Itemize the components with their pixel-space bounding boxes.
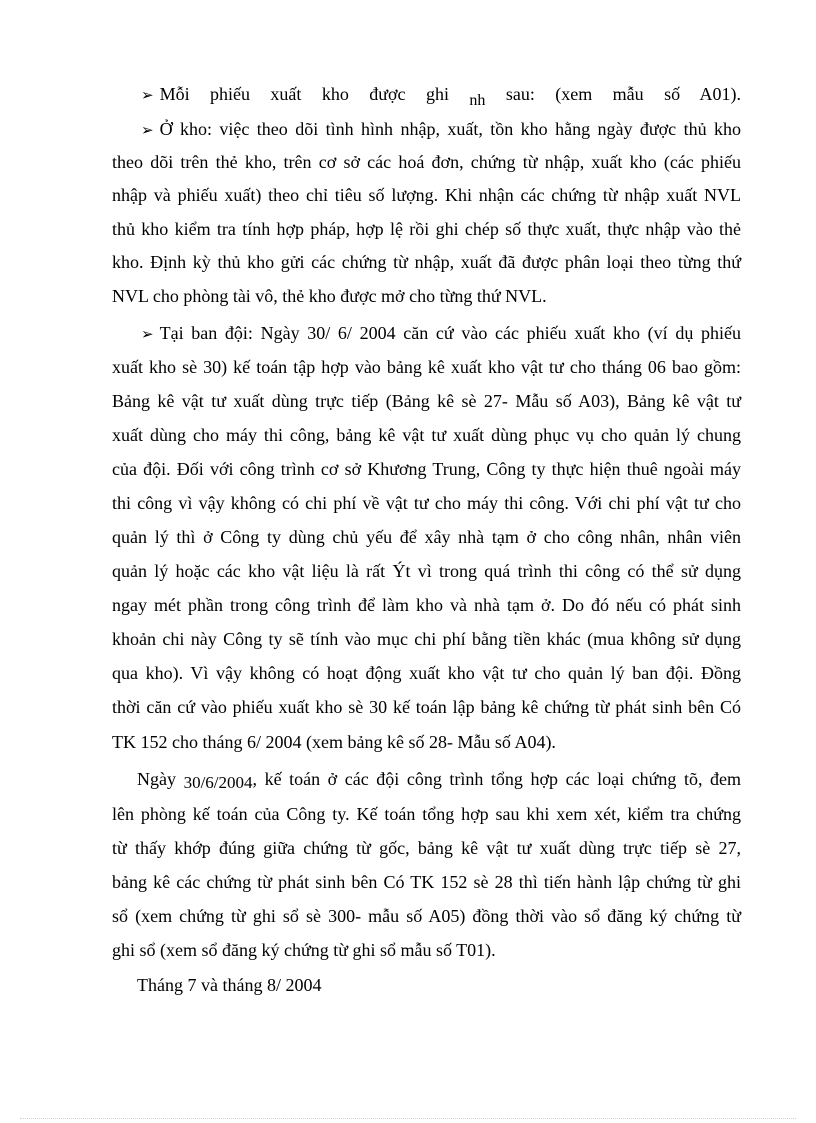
paragraph-3-line-7: quản lý thì ở Công ty dùng chủ yếu để xây nhà tạm ở cho công nhân, nhân viên [112, 527, 741, 547]
paragraph-3-line-4: xuất dùng cho máy thi công, bảng kê vật tư xuất dùng phục vụ cho quản lý chung [112, 425, 741, 445]
arrow-bullet-icon: ➢ [141, 121, 154, 139]
paragraph-1-text-b: sau: (xem mẫu số A01). [505, 84, 742, 104]
paragraph-3-line-3: Bảng kê vật tư xuất dùng trực tiếp (Bảng kê sè 27- Mẫu số A03), Bảng kê vật tư [112, 391, 741, 411]
paragraph-3-line-13: TK 152 cho tháng 6/ 2004 (xem bảng kê số 28- Mẫu số A04). [112, 732, 556, 752]
paragraph-3-text: Tại ban đội: Ngày 30/ 6/ 2004 căn cứ vào các phiếu xuất kho (ví dụ phiếu [159, 323, 741, 343]
paragraph-2-line-3: nhập và phiếu xuất) theo chỉ tiêu số lượng. Khi nhận các chứng từ nhập xuất NVL [112, 185, 741, 205]
paragraph-2-line-1 [141, 118, 741, 140]
paragraph-2-text: Ở kho: việc theo dõi tình hình nhập, xuất, tồn kho hằng ngày được thủ kho [159, 119, 741, 139]
paragraph-4-text-b: , kế toán ở các đội công trình tổng hợp các loại chứng tõ, đem [252, 769, 741, 789]
paragraph-3-line-6: thi công vì vậy không có chi phí về vật tư cho máy thi công. Với chi phí vật tư cho [112, 493, 741, 513]
paragraph-5-line: Tháng 7 và tháng 8/ 2004 [137, 975, 322, 995]
paragraph-4-text-a: Ngày [137, 769, 176, 789]
paragraph-4-date: 30/6/2004 [183, 773, 253, 792]
paragraph-1-line [141, 83, 742, 109]
paragraph-3-line-9: ngay mét phần trong công trình để làm kho và nhà tạm ở. Do đó nếu có phát sinh [112, 595, 741, 615]
arrow-bullet-icon: ➢ [141, 86, 154, 104]
paragraph-4-line-4: bảng kê các chứng từ phát sinh bên Có TK 152 sè 28 thì tiến hành lập chứng từ ghi [112, 872, 741, 892]
paragraph-3-line-10: khoản chi này Công ty sẽ tính vào mục chi phí bằng tiền khác (mua không sử dụng [112, 629, 741, 649]
paragraph-3-line-5: của đội. Đối với công trình cơ sở Khương Trung, Công ty thực hiện thuê ngoài máy [112, 459, 741, 479]
paragraph-1-subscript: nh [469, 92, 486, 109]
paragraph-2-line-4: thủ kho kiểm tra tính hợp pháp, hợp lệ rồi ghi chép số thực xuất, thực nhập vào thẻ [112, 219, 741, 239]
paragraph-3-line-8: quản lý hoặc các kho vật liệu là rất Ýt vì trong quá trình thi công có thể sử dụng [112, 561, 741, 581]
paragraph-2-line-5: kho. Định kỳ thủ kho gửi các chứng từ nhập, xuất đã được phân loại theo từng thứ [112, 252, 741, 272]
paragraph-4-line-6: ghi sổ (xem sổ đăng ký chứng từ ghi sổ mẫu số T01). [112, 940, 496, 960]
arrow-bullet-icon: ➢ [141, 325, 154, 343]
paragraph-3-line-1 [141, 322, 741, 344]
paragraph-4-line-1 [137, 768, 741, 790]
paragraph-3-line-12: thời căn cứ vào phiếu xuất kho sè 30 kế toán lập bảng kê chứng từ phát sinh bên Có [112, 697, 741, 717]
paragraph-4-line-5: sổ (xem chứng từ ghi sổ sè 300- mẫu số A05) đồng thời vào sổ đăng ký chứng từ [112, 906, 741, 926]
paragraph-4-line-3: từ thấy khớp đúng giữa chứng từ gốc, bảng kê vật tư xuất dùng trực tiếp sè 27, [112, 838, 741, 858]
paragraph-3-line-11: qua kho). Vì vậy không có hoạt động xuất kho vật tư cho quản lý ban đội. Đồng [112, 663, 741, 683]
paragraph-3-line-2: xuất kho sè 30) kế toán tập hợp vào bảng kê xuất kho vật tư cho tháng 06 bao gồm: [112, 357, 741, 377]
paragraph-1-text-a: Mỗi phiếu xuất kho được ghi [159, 84, 449, 104]
paragraph-4-line-2: lên phòng kế toán của Công ty. Kế toán tổng hợp sau khi xem xét, kiểm tra chứng [112, 804, 741, 824]
page-bottom-divider [20, 1118, 796, 1119]
paragraph-2-line-2: theo dõi trên thẻ kho, trên cơ sở các hoá đơn, chứng từ nhập, xuất kho (các phiếu [112, 152, 741, 172]
paragraph-2-line-6: NVL cho phòng tài vô, thẻ kho được mở cho từng thứ NVL. [112, 286, 547, 306]
